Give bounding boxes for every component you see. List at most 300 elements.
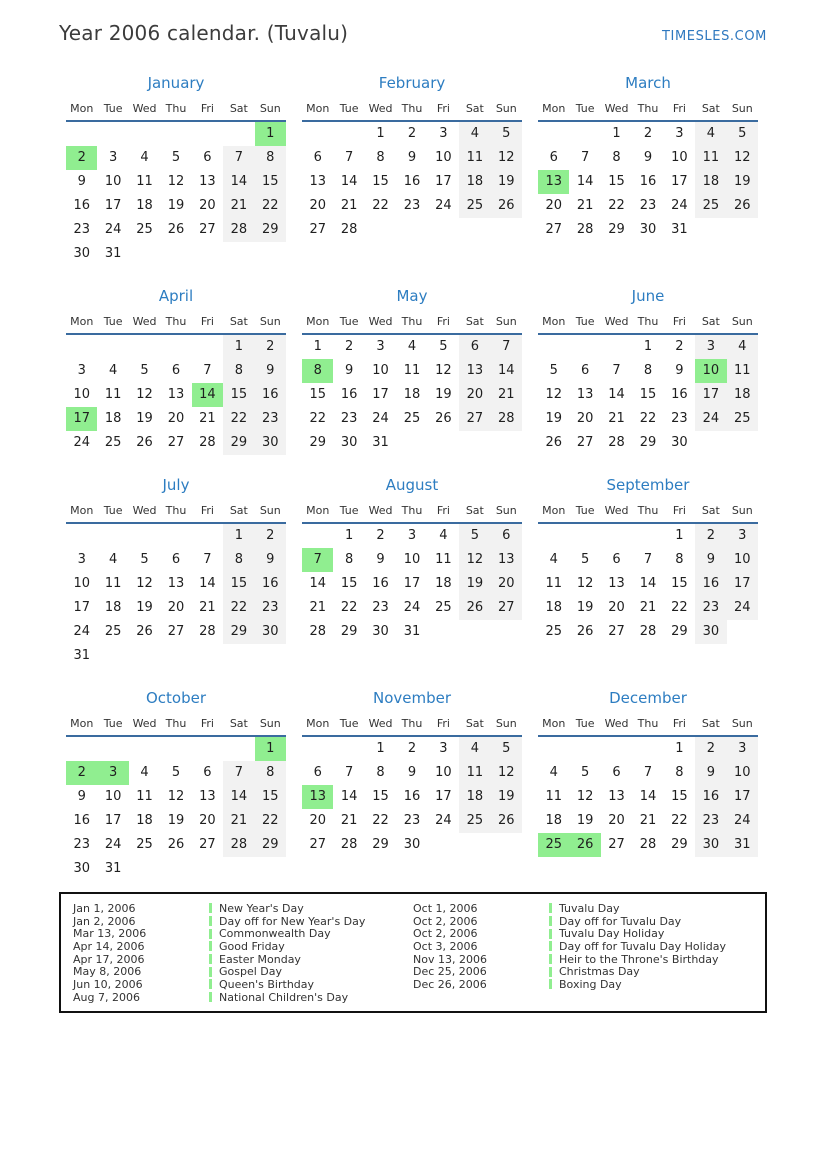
day-cell: 3 (108, 150, 118, 165)
weekday-header: Mon (306, 717, 330, 730)
day-cell-empty (491, 833, 522, 857)
day-cell-empty (129, 857, 160, 881)
day-cell: 31 (104, 861, 122, 876)
day-cell: 31 (727, 833, 758, 857)
weekday-header-row (302, 715, 522, 737)
day-cell-empty (192, 524, 223, 548)
day-cell: 22 (223, 407, 254, 431)
day-cell: 19 (491, 170, 522, 194)
day-cell: 26 (459, 596, 490, 620)
legend-entry (73, 965, 413, 978)
day-cell: 22 (255, 809, 286, 833)
day-cell: 28 (309, 624, 326, 639)
month-title: August (385, 476, 439, 494)
week-row (302, 335, 522, 359)
week-row (66, 857, 286, 881)
day-cell: 28 (199, 624, 216, 639)
day-cell: 2 (407, 126, 417, 141)
day-cell: 18 (403, 387, 421, 402)
weekday-header-row (538, 313, 758, 335)
holiday-marker-icon (549, 941, 552, 951)
day-cell-empty (66, 524, 97, 548)
day-cell: 8 (223, 359, 254, 383)
day-cell-empty (97, 335, 128, 359)
legend-holiday-name: Good Friday (219, 939, 285, 953)
day-cell: 13 (538, 170, 569, 194)
weekday-header: Mon (70, 102, 94, 115)
day-cell: 17 (435, 174, 452, 189)
legend-entry (73, 940, 413, 953)
day-cell: 16 (403, 789, 421, 804)
weekday-header: Mon (70, 315, 94, 328)
day-cell: 8 (612, 150, 621, 165)
day-cell: 31 (372, 435, 389, 450)
day-cell: 16 (73, 198, 90, 213)
day-cell: 1 (344, 528, 354, 543)
legend-entry (413, 902, 753, 915)
day-cell: 15 (608, 174, 625, 189)
holiday-marker-icon (549, 979, 552, 989)
day-cell: 25 (695, 194, 726, 218)
holiday-marker-icon (209, 929, 212, 939)
site-link[interactable]: TIMESLES.COM (661, 29, 767, 44)
weekday-header: Sun (259, 102, 281, 115)
legend-holiday-name: Day off for Tuvalu Day (559, 914, 682, 928)
holiday-marker-icon (209, 903, 212, 913)
legend-holiday-name: Queen's Birthday (219, 977, 315, 991)
day-cell: 20 (608, 813, 625, 828)
day-cell-empty (302, 122, 333, 146)
day-cell: 21 (223, 809, 254, 833)
weekday-header: Mon (306, 504, 330, 517)
weekday-header: Thu (637, 102, 659, 115)
day-cell-empty (396, 431, 427, 455)
week-row (66, 335, 286, 359)
day-cell-empty (632, 524, 663, 548)
day-cell-empty (695, 218, 726, 242)
week-row (66, 170, 286, 194)
day-cell-empty (255, 857, 286, 881)
legend-date: Jan 2, 2006 (73, 914, 136, 928)
weekday-header: Fri (200, 717, 214, 730)
day-cell-empty (160, 122, 191, 146)
week-row (302, 548, 522, 572)
weekday-header: Thu (637, 717, 659, 730)
month-title: January (147, 74, 205, 92)
day-cell-empty (192, 644, 223, 668)
day-cell: 11 (695, 146, 726, 170)
day-cell-empty (428, 431, 459, 455)
day-cell: 14 (223, 170, 254, 194)
month-title: May (396, 287, 428, 305)
day-cell: 8 (643, 363, 653, 378)
day-cell: 19 (435, 387, 452, 402)
day-cell: 23 (340, 411, 358, 426)
day-cell-empty (160, 857, 191, 881)
day-cell: 19 (545, 411, 562, 426)
weekday-header-row (538, 715, 758, 737)
day-cell: 15 (671, 576, 688, 591)
weekday-header: Fri (200, 504, 214, 517)
week-row (538, 809, 758, 833)
day-cell-empty (538, 122, 569, 146)
day-cell-empty (97, 524, 128, 548)
day-cell: 6 (612, 552, 621, 567)
day-cell: 2 (344, 339, 354, 354)
weekday-header: Fri (436, 717, 450, 730)
day-cell: 24 (435, 813, 452, 828)
day-cell-empty (255, 644, 286, 668)
day-cell: 12 (491, 146, 522, 170)
day-cell: 30 (255, 431, 286, 455)
day-cell-empty (192, 737, 223, 761)
day-cell: 30 (372, 624, 389, 639)
day-cell-empty (129, 524, 160, 548)
week-row (538, 146, 758, 170)
day-cell-empty (569, 122, 600, 146)
day-cell: 13 (167, 576, 185, 591)
weekday-header: Wed (132, 504, 157, 517)
weekday-header: Mon (306, 102, 330, 115)
week-row (66, 383, 286, 407)
day-cell: 15 (255, 170, 286, 194)
day-cell: 5 (439, 339, 448, 354)
day-cell-empty (160, 242, 191, 266)
page-header (59, 0, 767, 45)
day-cell-empty (396, 218, 427, 242)
weekday-header: Thu (401, 717, 423, 730)
day-cell: 16 (255, 572, 286, 596)
legend-holiday-name: Boxing Day (559, 977, 622, 991)
day-cell: 4 (108, 552, 118, 567)
day-cell: 15 (223, 383, 254, 407)
day-cell: 29 (608, 222, 625, 237)
day-cell-empty (66, 122, 97, 146)
day-cell-empty (459, 431, 490, 455)
day-cell: 2 (695, 737, 726, 761)
week-row (66, 644, 286, 668)
day-cell: 25 (459, 194, 490, 218)
day-cell: 24 (104, 222, 122, 237)
day-cell: 3 (727, 737, 758, 761)
day-cell: 3 (439, 741, 448, 756)
day-cell: 14 (576, 174, 594, 189)
week-row (538, 122, 758, 146)
holiday-marker-icon (549, 903, 552, 913)
day-cell: 30 (255, 620, 286, 644)
day-cell: 11 (727, 359, 758, 383)
day-cell: 18 (459, 785, 490, 809)
day-cell: 10 (727, 548, 758, 572)
day-cell: 17 (73, 600, 90, 615)
weekday-header: Wed (132, 315, 157, 328)
day-cell: 23 (695, 596, 726, 620)
week-row (302, 407, 522, 431)
weekday-header-row (538, 100, 758, 122)
day-cell: 30 (73, 246, 90, 261)
weekday-header: Tue (575, 717, 595, 730)
weekday-header: Mon (70, 717, 94, 730)
day-cell: 18 (136, 813, 153, 828)
day-cell: 5 (171, 150, 181, 165)
day-cell-empty (491, 431, 522, 455)
week-row (538, 833, 758, 857)
day-cell: 4 (459, 737, 490, 761)
day-cell: 23 (403, 813, 421, 828)
legend-holiday-name: Heir to the Throne's Birthday (559, 952, 719, 966)
week-row (302, 785, 522, 809)
day-cell: 24 (671, 198, 688, 213)
month-july (66, 476, 286, 668)
week-row (302, 596, 522, 620)
day-cell: 8 (223, 548, 254, 572)
day-cell: 1 (612, 126, 621, 141)
legend-holiday-name: New Year's Day (219, 901, 304, 915)
weekday-header: Thu (637, 315, 659, 328)
day-cell-empty (333, 122, 364, 146)
week-row (538, 383, 758, 407)
day-cell: 20 (167, 411, 185, 426)
day-cell: 25 (104, 435, 122, 450)
day-cell: 13 (608, 789, 625, 804)
weekday-header: Tue (575, 315, 595, 328)
legend-entry (73, 915, 413, 928)
day-cell: 10 (104, 789, 122, 804)
day-cell: 26 (167, 222, 185, 237)
day-cell: 7 (344, 150, 354, 165)
legend-date: Dec 26, 2006 (413, 977, 487, 991)
day-cell: 20 (199, 813, 216, 828)
day-cell: 4 (439, 528, 448, 543)
day-cell: 15 (223, 572, 254, 596)
day-cell-empty (129, 644, 160, 668)
day-cell: 28 (199, 435, 216, 450)
week-row (66, 548, 286, 572)
weekday-header: Fri (672, 102, 686, 115)
day-cell-empty (302, 524, 333, 548)
day-cell: 15 (372, 789, 389, 804)
weekday-header: Sun (495, 504, 517, 517)
day-cell-empty (129, 737, 160, 761)
legend-entry (413, 965, 753, 978)
weekday-header: Sat (229, 315, 248, 328)
weekday-header: Wed (604, 102, 629, 115)
weekday-header: Tue (575, 504, 595, 517)
day-cell: 13 (459, 359, 490, 383)
legend-holiday-name: Christmas Day (559, 965, 640, 979)
week-row (302, 737, 522, 761)
day-cell: 11 (136, 789, 153, 804)
weekday-header-row (538, 502, 758, 524)
day-cell: 28 (340, 837, 358, 852)
legend-holiday-name: Day off for Tuvalu Day Holiday (559, 939, 727, 953)
week-row (66, 761, 286, 785)
day-cell: 5 (171, 765, 181, 780)
day-cell: 12 (435, 363, 452, 378)
day-cell: 2 (66, 761, 97, 785)
week-row (302, 524, 522, 548)
day-cell: 10 (435, 150, 452, 165)
day-cell: 4 (549, 552, 558, 567)
day-cell-empty (255, 242, 286, 266)
day-cell: 12 (545, 387, 562, 402)
legend-column (413, 902, 753, 1004)
day-cell: 24 (727, 809, 758, 833)
day-cell: 4 (140, 150, 149, 165)
day-cell: 27 (167, 624, 185, 639)
day-cell: 14 (309, 576, 326, 591)
day-cell: 8 (675, 552, 684, 567)
day-cell: 18 (459, 170, 490, 194)
day-cell: 1 (376, 741, 385, 756)
day-cell: 18 (104, 600, 122, 615)
day-cell: 3 (695, 335, 726, 359)
weekday-header: Sun (731, 315, 753, 328)
day-cell: 4 (459, 122, 490, 146)
day-cell: 29 (372, 837, 389, 852)
day-cell: 16 (372, 576, 389, 591)
weekday-header: Sun (495, 717, 517, 730)
day-cell: 4 (140, 765, 149, 780)
day-cell-empty (538, 737, 569, 761)
weekday-header: Tue (339, 102, 359, 115)
day-cell: 13 (302, 785, 333, 809)
weekday-header: Sat (465, 504, 484, 517)
day-cell: 6 (171, 363, 181, 378)
legend-holiday-name: Tuvalu Day Holiday (559, 927, 665, 941)
day-cell: 9 (675, 363, 684, 378)
week-row (302, 620, 522, 644)
day-cell: 12 (459, 548, 490, 572)
month-title: April (158, 287, 194, 305)
day-cell-empty (538, 335, 569, 359)
week-row (302, 194, 522, 218)
week-row (538, 431, 758, 455)
day-cell-empty (333, 737, 364, 761)
day-cell: 1 (223, 335, 254, 359)
weekday-header: Thu (401, 102, 423, 115)
day-cell: 26 (167, 837, 185, 852)
month-august (302, 476, 522, 644)
week-row (66, 194, 286, 218)
day-cell: 16 (73, 813, 90, 828)
day-cell: 12 (576, 576, 594, 591)
day-cell-empty (160, 335, 191, 359)
day-cell-empty (223, 857, 254, 881)
month-november (302, 689, 522, 857)
legend-entry (73, 902, 413, 915)
weekday-header: Fri (436, 315, 450, 328)
week-row (538, 218, 758, 242)
day-cell: 28 (340, 222, 358, 237)
day-cell: 9 (255, 548, 286, 572)
day-cell: 28 (639, 837, 657, 852)
day-cell: 18 (435, 576, 452, 591)
day-cell: 2 (407, 741, 417, 756)
day-cell: 24 (73, 435, 90, 450)
day-cell: 22 (309, 411, 326, 426)
legend-date: Mar 13, 2006 (73, 927, 147, 941)
holiday-marker-icon (209, 967, 212, 977)
day-cell: 29 (671, 837, 688, 852)
day-cell: 8 (376, 150, 385, 165)
weekday-header: Mon (542, 504, 566, 517)
day-cell: 24 (372, 411, 389, 426)
day-cell: 20 (199, 198, 216, 213)
day-cell: 10 (403, 552, 421, 567)
day-cell: 12 (136, 576, 153, 591)
legend-entry (73, 953, 413, 966)
day-cell: 12 (576, 789, 594, 804)
day-cell: 16 (340, 387, 358, 402)
day-cell-empty (223, 242, 254, 266)
legend-entry (413, 927, 753, 940)
day-cell: 2 (255, 335, 286, 359)
weekday-header-row (302, 100, 522, 122)
day-cell: 22 (255, 194, 286, 218)
day-cell: 8 (255, 146, 286, 170)
day-cell: 7 (223, 146, 254, 170)
day-cell: 24 (435, 198, 452, 213)
day-cell: 29 (639, 435, 657, 450)
day-cell: 3 (407, 528, 417, 543)
day-cell-empty (192, 242, 223, 266)
day-cell: 5 (580, 765, 590, 780)
weekday-header: Fri (200, 102, 214, 115)
weekday-header: Thu (637, 504, 659, 517)
day-cell: 28 (608, 435, 625, 450)
day-cell: 10 (104, 174, 122, 189)
day-cell: 7 (643, 552, 653, 567)
day-cell: 16 (671, 387, 688, 402)
day-cell: 25 (104, 624, 122, 639)
weekday-header: Tue (339, 315, 359, 328)
day-cell: 11 (403, 363, 421, 378)
weekday-header: Wed (604, 717, 629, 730)
day-cell: 5 (549, 363, 558, 378)
day-cell: 28 (223, 218, 254, 242)
day-cell: 12 (167, 789, 185, 804)
week-row (66, 218, 286, 242)
day-cell: 19 (167, 198, 185, 213)
week-row (538, 335, 758, 359)
day-cell: 14 (199, 576, 216, 591)
day-cell: 2 (255, 524, 286, 548)
week-row (302, 146, 522, 170)
day-cell: 18 (695, 170, 726, 194)
day-cell: 23 (73, 222, 90, 237)
weekday-header: Thu (165, 504, 187, 517)
day-cell: 10 (671, 150, 688, 165)
day-cell: 6 (313, 150, 322, 165)
day-cell: 17 (671, 174, 688, 189)
day-cell-empty (223, 644, 254, 668)
day-cell: 27 (199, 837, 216, 852)
day-cell-empty (192, 122, 223, 146)
day-cell: 14 (340, 174, 358, 189)
day-cell: 14 (639, 789, 657, 804)
day-cell-empty (459, 620, 490, 644)
day-cell: 11 (104, 387, 122, 402)
day-cell: 7 (302, 548, 333, 572)
legend-entry (413, 953, 753, 966)
week-row (302, 572, 522, 596)
day-cell: 6 (313, 765, 322, 780)
day-cell-empty (569, 524, 600, 548)
day-cell-empty (491, 620, 522, 644)
weekday-header: Mon (306, 315, 330, 328)
week-row (538, 407, 758, 431)
